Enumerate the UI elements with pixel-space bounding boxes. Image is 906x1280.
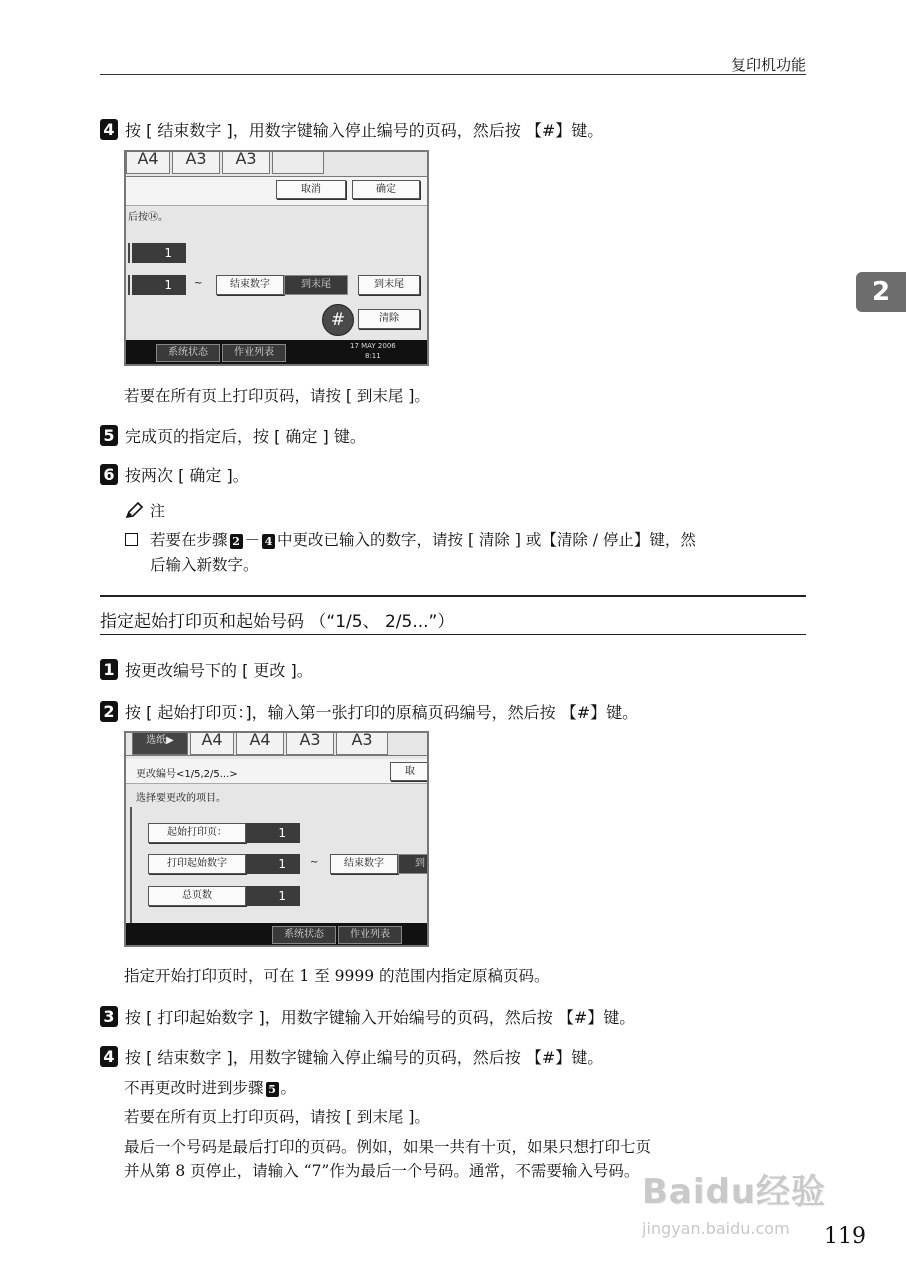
step-text: 按 [ 打印起始数字 ]，用数字键输入开始编号的页码，然后按 【#】键。	[125, 1008, 636, 1027]
step-number-badge: 5	[100, 425, 118, 446]
clear-button[interactable]: 清除	[358, 309, 420, 329]
to-end-button[interactable]: 到	[398, 854, 429, 874]
line-go-to-step	[124, 1076, 296, 1098]
paper-tab: A3	[172, 150, 220, 174]
note-label: 注	[150, 502, 166, 520]
step-ref-badge: 5	[266, 1082, 279, 1097]
note-text: 中更改已输入的数字，请按 [ 清除 ] 或【清除 / 停止】键，然	[277, 531, 696, 549]
status-bar	[126, 923, 427, 945]
job-list-button[interactable]: 作业列表	[222, 344, 286, 362]
body-text: 不再更改时进到步骤	[124, 1079, 264, 1097]
screen-prompt: 后按⑭。	[128, 212, 168, 223]
chapter-tab: 2	[856, 272, 906, 312]
start-page-value: 1	[246, 823, 300, 843]
paper-tab: A3	[286, 731, 334, 755]
range-tilde: ~	[194, 278, 203, 289]
note-to-end: 若要在所有页上打印页码，请按 [ 到末尾 ]。	[124, 387, 430, 405]
checkbox-bullet-icon	[125, 533, 138, 546]
line-example-2: 并从第 8 页停止，请输入 “7”作为最后一个号码。通常，不需要输入号码。	[124, 1162, 640, 1180]
time-text: 8:11	[365, 352, 381, 360]
field-edge	[128, 275, 130, 295]
step-4-instruction	[100, 118, 603, 141]
step-text: 按更改编号下的 [ 更改 ]。	[125, 661, 313, 680]
date-time-display	[350, 341, 396, 361]
watermark-url: jingyan.baidu.com	[642, 1219, 790, 1238]
note-line-2: 后输入新数字。	[150, 556, 259, 574]
step-number-badge: 2	[100, 701, 118, 722]
line-to-end: 若要在所有页上打印页码，请按 [ 到末尾 ]。	[124, 1108, 430, 1126]
system-status-button[interactable]: 系统状态	[156, 344, 220, 362]
step-number-badge: 3	[100, 1006, 118, 1027]
select-paper-tab[interactable]: 选纸▶	[132, 731, 188, 755]
ok-button[interactable]: 确定	[352, 180, 420, 199]
date-text: 17 MAY 2006	[350, 342, 396, 350]
step-3-instruction	[100, 1005, 635, 1028]
cancel-button[interactable]: 取消	[276, 180, 346, 199]
screen-prompt: 选择要更改的项目。	[136, 793, 226, 804]
section-rule-top	[100, 595, 806, 597]
start-page-value: 1	[132, 243, 186, 263]
step-number-badge: 6	[100, 464, 118, 485]
paper-tab: A3	[222, 150, 270, 174]
panel-title: 更改编号<1/5,2/5...>	[136, 769, 238, 780]
system-status-button[interactable]: 系统状态	[272, 926, 336, 944]
note-header	[124, 500, 165, 521]
cancel-button[interactable]: 取	[390, 762, 429, 781]
pencil-icon	[124, 502, 144, 520]
range-tilde: ~	[310, 857, 319, 868]
note-line-1	[150, 528, 696, 550]
to-end-active-button[interactable]: 到末尾	[284, 275, 348, 295]
hash-key-icon[interactable]: #	[322, 304, 354, 336]
total-pages-value: 1	[246, 886, 300, 906]
step-ref-badge: 4	[262, 534, 275, 549]
step-5-instruction	[100, 424, 366, 447]
end-number-button[interactable]: 结束数字	[330, 854, 398, 874]
to-end-button[interactable]: 到末尾	[358, 275, 420, 295]
end-number-button[interactable]: 结束数字	[216, 275, 284, 295]
baidu-watermark	[642, 1164, 852, 1244]
note-text: －	[244, 531, 261, 549]
step-number-badge: 4	[100, 1046, 118, 1067]
control-panel-screenshot-end-number	[124, 150, 429, 366]
watermark-brand: Baidu经验	[642, 1172, 827, 1212]
paper-tab: A4	[236, 731, 284, 755]
step-ref-badge: 2	[230, 534, 243, 549]
start-number-value: 1	[132, 275, 186, 295]
page-number: 119	[824, 1224, 866, 1249]
section-heading: 指定起始打印页和起始号码 （“1/5、 2/5...”）	[100, 612, 455, 632]
step-2-instruction	[100, 700, 638, 723]
note-text: 若要在步骤	[150, 531, 228, 549]
step-text: 完成页的指定后，按 [ 确定 ] 键。	[125, 427, 366, 446]
step-text: 按 [ 起始打印页：]，输入第一张打印的原稿页码编号，然后按 【#】键。	[125, 703, 639, 722]
step-text: 按 [ 结束数字 ]，用数字键输入停止编号的页码，然后按 【#】键。	[125, 121, 604, 140]
field-edge	[128, 243, 130, 263]
start-number-value: 1	[246, 854, 300, 874]
step-text: 按 [ 结束数字 ]，用数字键输入停止编号的页码，然后按 【#】键。	[125, 1048, 604, 1067]
start-page-button[interactable]: 起始打印页：	[148, 823, 246, 843]
panel-edge	[130, 807, 132, 925]
step-text: 按两次 [ 确定 ]。	[125, 466, 249, 485]
note-page-range: 指定开始打印页时，可在 1 至 9999 的范围内指定原稿页码。	[124, 967, 550, 985]
control-panel-screenshot-change-number	[124, 731, 429, 947]
step-6-instruction	[100, 463, 249, 486]
paper-tab: A3	[336, 731, 388, 755]
section-rule-bottom	[100, 634, 806, 635]
panel-divider	[126, 755, 427, 756]
total-pages-button[interactable]: 总页数	[148, 886, 246, 906]
step-1-instruction	[100, 658, 313, 681]
paper-tab: A4	[126, 150, 170, 174]
header-rule	[100, 74, 806, 75]
job-list-button[interactable]: 作业列表	[338, 926, 402, 944]
start-number-button[interactable]: 打印起始数字	[148, 854, 246, 874]
step-number-badge: 4	[100, 119, 118, 140]
step-number-badge: 1	[100, 659, 118, 680]
paper-tab: A4	[190, 731, 234, 755]
running-header-title: 复印机功能	[730, 56, 806, 74]
line-example-1: 最后一个号码是最后打印的页码。例如，如果一共有十页，如果只想打印七页	[124, 1138, 652, 1156]
step-4-instruction	[100, 1045, 603, 1068]
body-text: 。	[280, 1079, 297, 1097]
paper-tab	[272, 150, 324, 174]
status-bar	[126, 340, 427, 364]
